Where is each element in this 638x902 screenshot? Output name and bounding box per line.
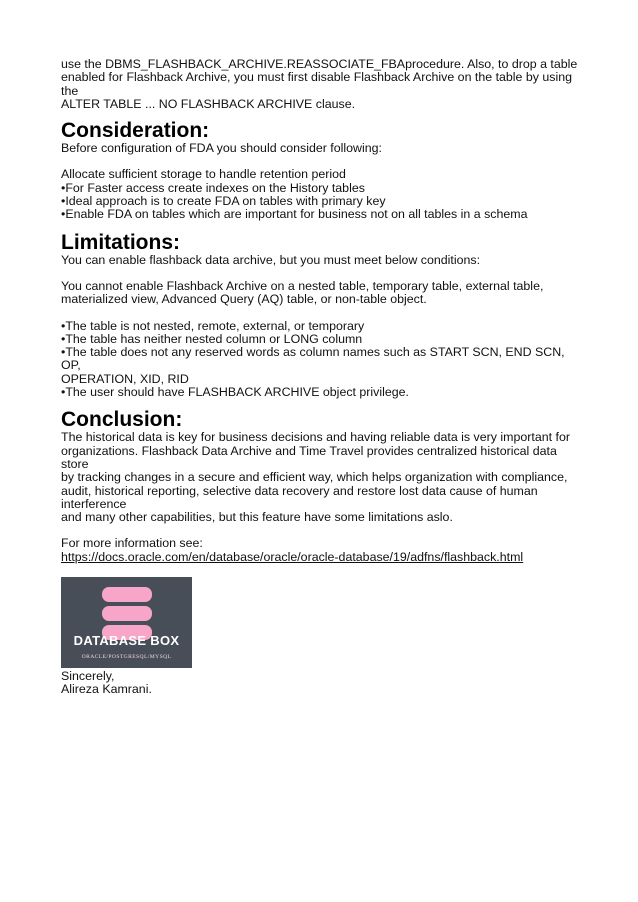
text-line: use the DBMS_FLASHBACK_ARCHIVE.REASSOCIATE_FBAprocedure. Also, to drop a table	[61, 57, 578, 71]
text-line: by tracking changes in a secure and efficient way, which helps organization with compliance,	[61, 470, 568, 485]
text-line: You cannot enable Flashback Archive on a nested table, temporary table, external table,	[61, 278, 544, 293]
intro-paragraph	[61, 58, 581, 111]
more-info-label: For more information see:	[61, 536, 203, 551]
conclusion-heading: Conclusion:	[61, 408, 183, 432]
list-item: •Ideal approach is to create FDA on tables with primary key	[61, 194, 386, 209]
list-item: •The user should have FLASHBACK ARCHIVE object privilege.	[61, 385, 409, 400]
text-line: The historical data is key for business decisions and having reliable data is very important for	[61, 430, 570, 445]
text-line: and many other capabilities, but this feature have some limitations aslo.	[61, 510, 453, 525]
text-line: materialized view, Advanced Query (AQ) table, or non-table object.	[61, 292, 427, 307]
logo-title: DATABASE BOX	[73, 633, 180, 649]
author-name: Alireza Kamrani.	[61, 682, 152, 697]
logo-subtitle: ORACLE/POSTGRESQL/MYSQL	[81, 654, 172, 661]
database-box-logo	[61, 577, 192, 668]
list-item: •The table is not nested, remote, external, or temporary	[61, 318, 365, 333]
limitations-heading: Limitations:	[61, 230, 180, 254]
signature	[61, 670, 581, 697]
limitations-lead: You can enable flashback data archive, but you must meet below conditions:	[61, 252, 481, 267]
document-page	[61, 58, 581, 697]
conclusion-section	[61, 409, 581, 564]
consideration-heading: Consideration:	[61, 119, 210, 143]
list-item: OPERATION, XID, RID	[61, 371, 189, 386]
text-line: audit, historical reporting, selective data recovery and restore lost data cause of human	[61, 483, 538, 498]
list-item: Allocate sufficient storage to handle retention period	[61, 167, 346, 182]
list-item: •The table does not any reserved words as column names such as START SCN, END SCN, OP,	[61, 345, 565, 373]
oracle-docs-link[interactable]: https://docs.oracle.com/en/database/oracle/oracle-database/19/adfns/flashback.html	[61, 549, 524, 564]
list-item: •For Faster access create indexes on the History tables	[61, 180, 365, 195]
text-line: ALTER TABLE ... NO FLASHBACK ARCHIVE clause.	[61, 96, 356, 111]
closing: Sincerely,	[61, 669, 115, 684]
consideration-lead: Before configuration of FDA you should consider following:	[61, 141, 382, 156]
text-line: interference	[61, 496, 127, 511]
list-item: •Enable FDA on tables which are important for business not on all tables in a schema	[61, 207, 528, 222]
text-line: enabled for Flashback Archive, you must first disable Flashback Archive on the table by using the	[61, 70, 573, 98]
consideration-section	[61, 120, 581, 221]
limitations-section	[61, 232, 581, 400]
text-line: organizations. Flashback Data Archive and Time Travel provides centralized historical data store	[61, 443, 557, 471]
list-item: •The table has neither nested column or LONG column	[61, 331, 363, 346]
